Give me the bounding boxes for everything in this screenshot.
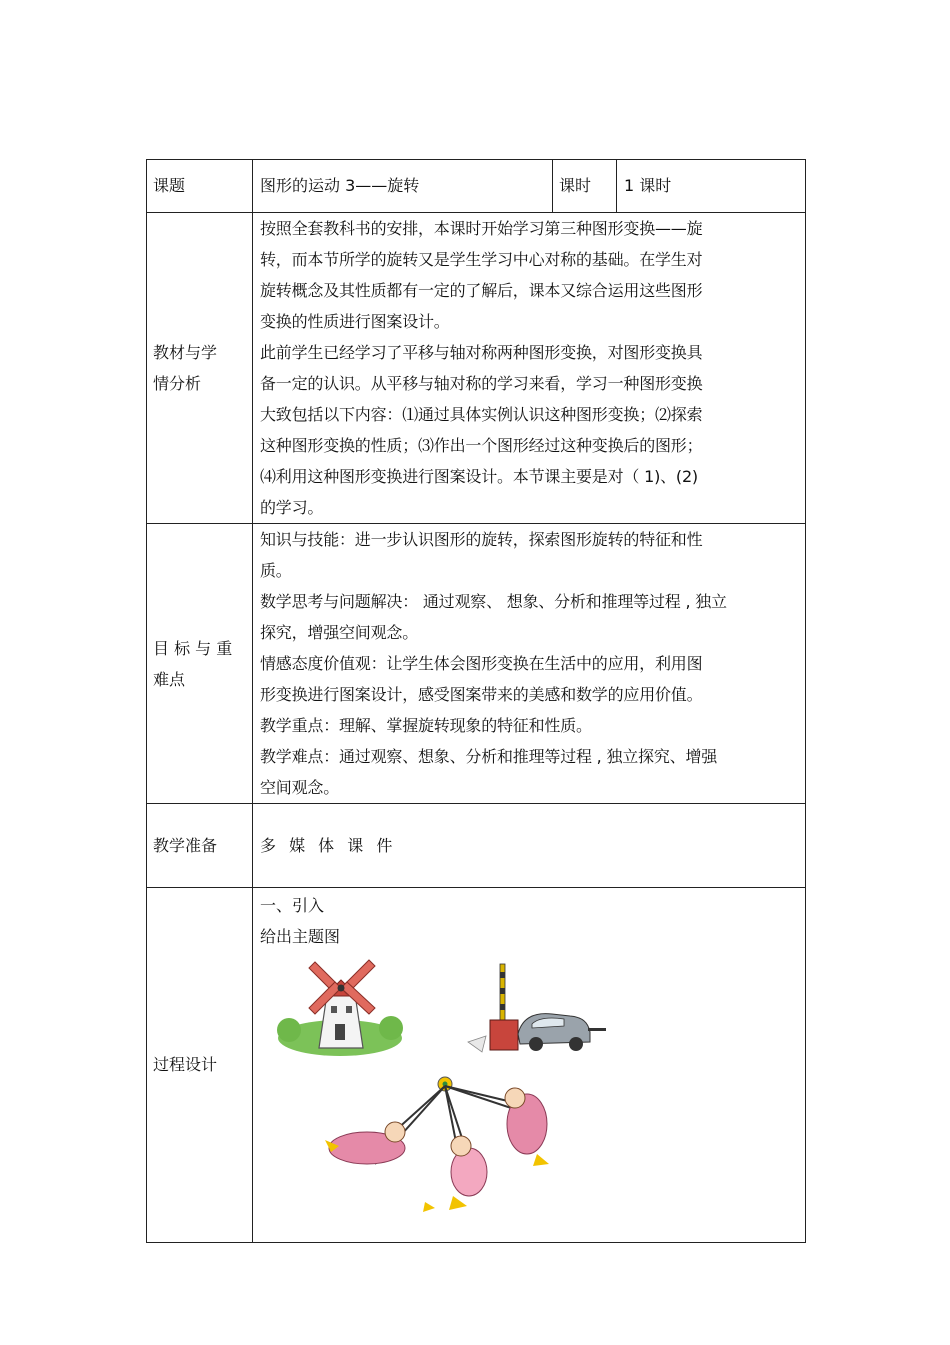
- analysis-line: 变换的性质进行图案设计。: [260, 312, 450, 331]
- goals-line: 教学重点：理解、掌握旋转现象的特征和性质。: [260, 716, 592, 735]
- process-label: 过程设计: [147, 888, 253, 1243]
- goals-line: 数学思考与问题解决： 通过观察、 想象、分析和推理等过程 , 独立: [260, 592, 727, 611]
- analysis-line: 按照全套教科书的安排，本课时开始学习第三种图形变换——旋: [260, 219, 703, 238]
- swing-ride-illustration: [305, 1072, 605, 1232]
- prep-value: 多 媒 体 课 件: [253, 804, 806, 888]
- analysis-line: 的学习。: [260, 498, 324, 517]
- analysis-label: [147, 213, 253, 524]
- goals-line: 空间观念。: [260, 778, 340, 797]
- goals-content: [253, 524, 806, 804]
- process-line: 一、引入: [260, 896, 325, 915]
- row-topic: [147, 160, 806, 213]
- windmill-illustration: [275, 952, 405, 1062]
- goals-line: 探究，增强空间观念。: [260, 623, 419, 642]
- prep-label: 教学准备: [147, 804, 253, 888]
- process-content: [253, 888, 806, 1243]
- goals-line: 教学难点：通过观察、想象、分析和推理等过程 , 独立探究、增强: [260, 747, 718, 766]
- topic-value: 图形的运动 3——旋转: [253, 160, 553, 213]
- topic-label: 课题: [147, 160, 253, 213]
- analysis-label-line: 教材与学: [153, 343, 218, 362]
- goals-label-line: 难点: [153, 669, 186, 689]
- analysis-line: 转，而本节所学的旋转又是学生学习中心对称的基础。在学生对: [260, 250, 703, 269]
- period-label: 课时: [553, 160, 617, 213]
- analysis-label-line: 情分析: [153, 374, 202, 393]
- lesson-plan-table: [146, 159, 806, 1243]
- goals-label-line: 目 标 与 重: [153, 638, 233, 658]
- row-goals: [147, 524, 806, 804]
- period-value: 1 课时: [617, 160, 806, 213]
- goals-line: 质。: [260, 561, 292, 580]
- goals-line: 情感态度价值观：让学生体会图形变换在生活中的应用，利用图: [260, 654, 703, 673]
- row-process: [147, 888, 806, 1243]
- row-prep: [147, 804, 806, 888]
- barrier-gate-car-illustration: [460, 962, 610, 1062]
- goals-line: 知识与技能：进一步认识图形的旋转，探索图形旋转的特征和性: [260, 530, 703, 549]
- analysis-line: 备一定的认识。从平移与轴对称的学习来看，学习一种图形变换: [260, 374, 703, 393]
- goals-label: [147, 524, 253, 804]
- row-analysis: [147, 213, 806, 524]
- analysis-line: 大致包括以下内容：⑴通过具体实例认识这种图形变换；⑵探索: [260, 405, 703, 424]
- analysis-line: ⑷利用这种图形变换进行图案设计。本节课主要是对（ 1)、(2): [260, 467, 698, 486]
- theme-illustrations: [260, 952, 799, 1242]
- process-line: 给出主题图: [260, 927, 341, 946]
- analysis-line: 此前学生已经学习了平移与轴对称两种图形变换，对图形变换具: [260, 343, 703, 362]
- analysis-line: 这种图形变换的性质；⑶作出一个图形经过这种变换后的图形；: [260, 436, 703, 455]
- analysis-line: 旋转概念及其性质都有一定的了解后，课本又综合运用这些图形: [260, 281, 703, 300]
- analysis-content: [253, 213, 806, 524]
- goals-line: 形变换进行图案设计，感受图案带来的美感和数学的应用价值。: [260, 685, 703, 704]
